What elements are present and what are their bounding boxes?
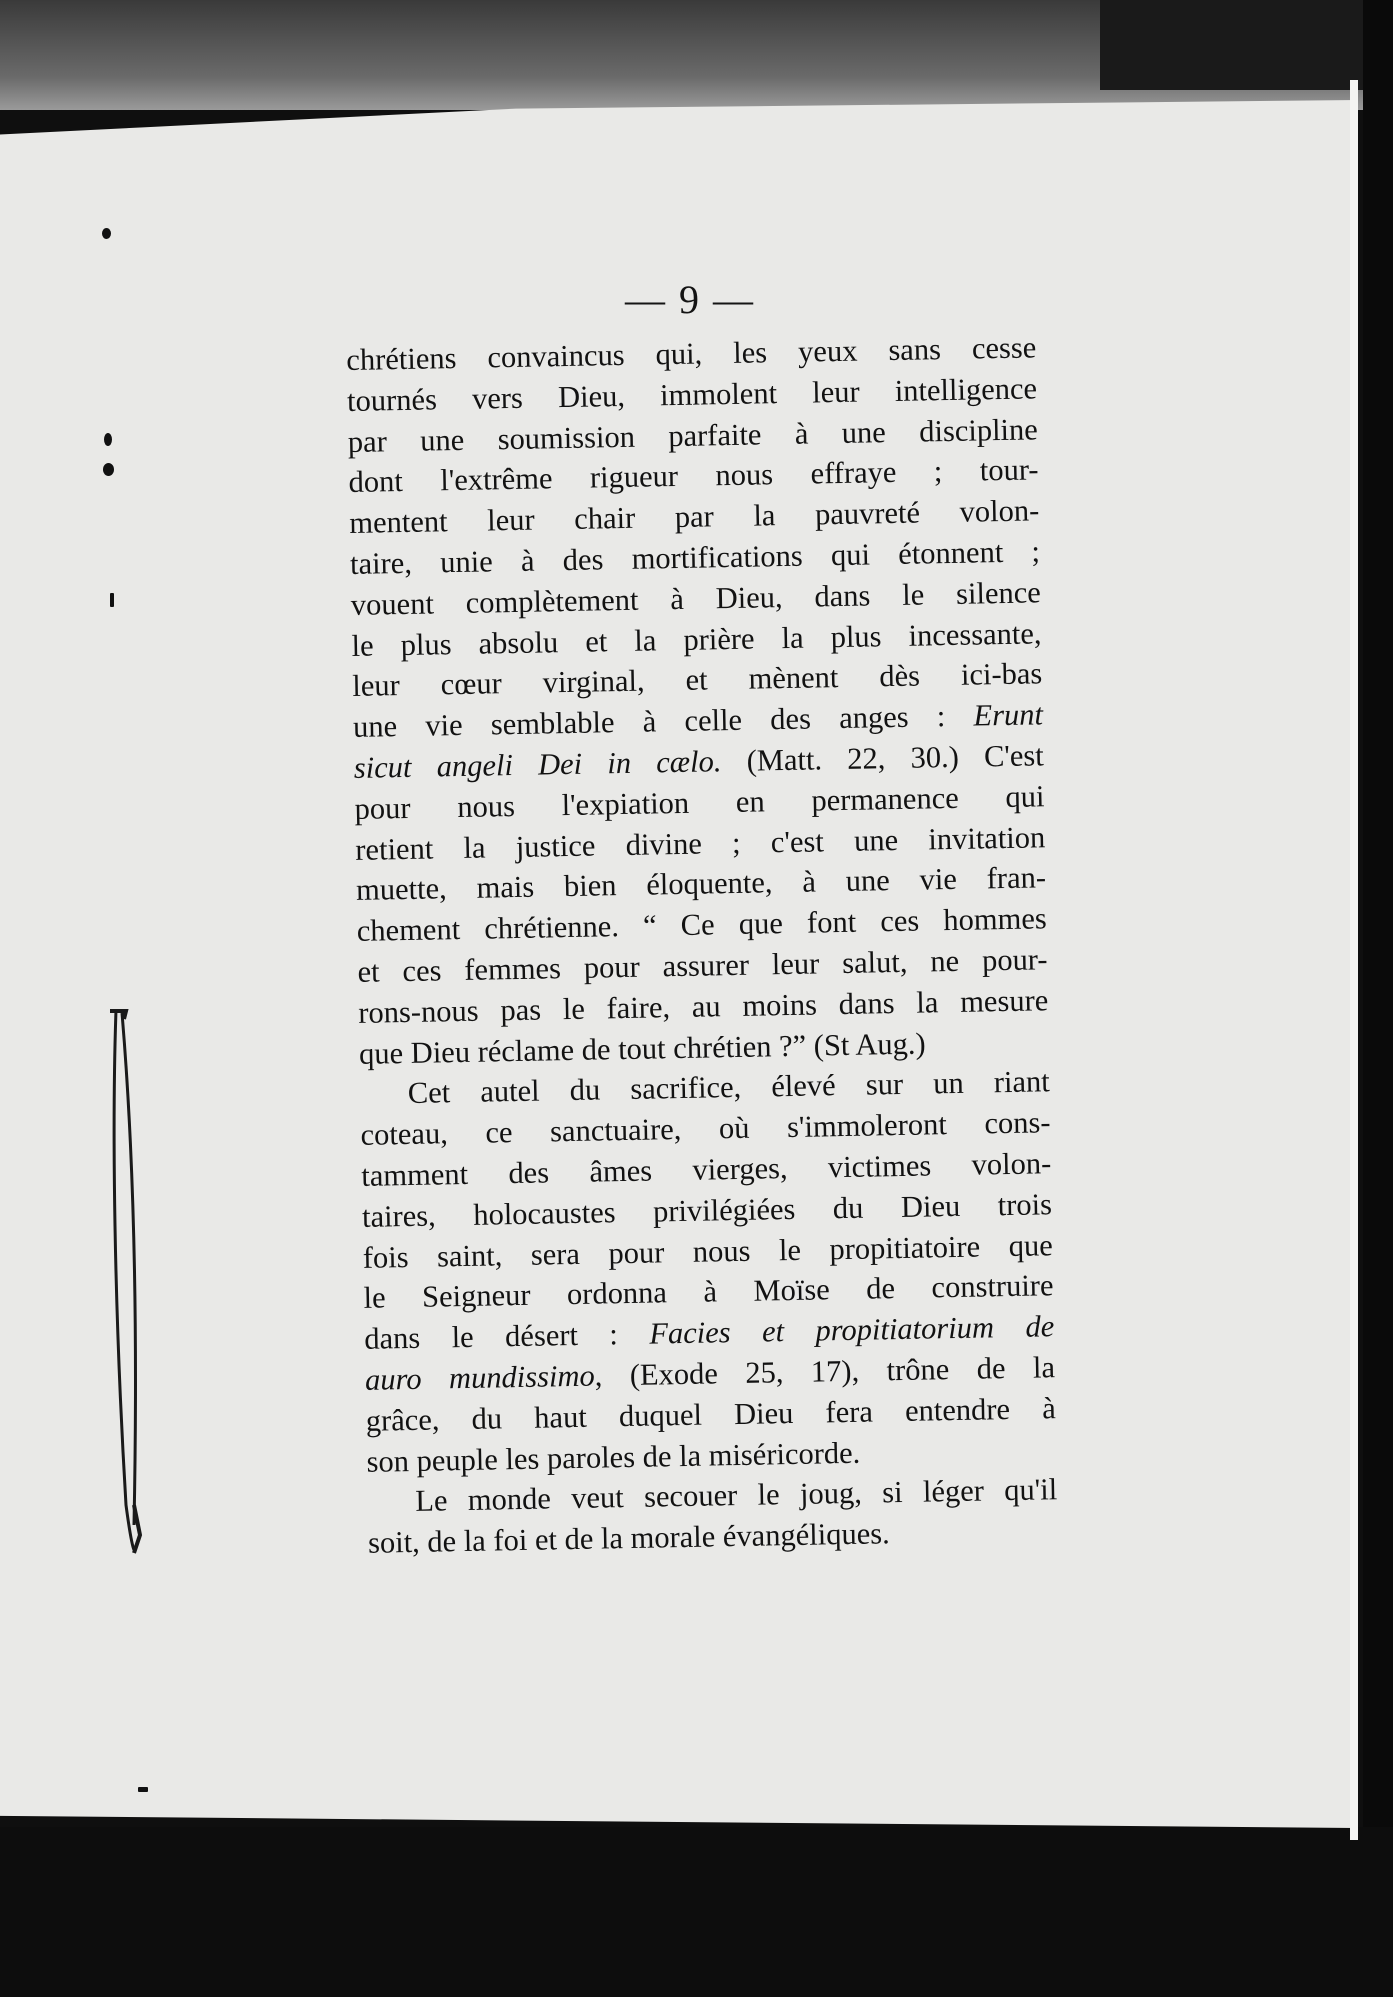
text-run: chement chrétienne. “ Ce que font ces hommes: [356, 901, 1048, 949]
text-run: dont l'extrême rigueur nous effraye ; tour-: [348, 452, 1039, 500]
text-run: et ces femmes pour assurer leur salut, ne pour-: [357, 942, 1048, 989]
text-run: , (Exode 25, 17), trône de la: [594, 1350, 1056, 1393]
text-run: Le monde veut secouer le joug, si léger qu'il: [414, 1472, 1058, 1519]
text-run: son peuple les paroles de la miséricorde.: [366, 1435, 861, 1479]
text-run: le Seigneur ordonna à Moïse de construire: [363, 1268, 1054, 1316]
text-run: leur cœur virginal, et mènent dès ici-bas: [352, 656, 1043, 704]
latin-quote: Facies et propitiatorium de: [648, 1309, 1055, 1351]
text-run: coteau, ce sanctuaire, où s'immoleront cons-: [360, 1105, 1051, 1153]
page-number: — 9 —: [625, 277, 755, 322]
text-run: muette, mais bien éloquente, à une vie fran-: [355, 860, 1047, 908]
binding-hole-mark: [138, 1787, 148, 1792]
text-run: dans le désert :: [363, 1316, 650, 1356]
text-run: Cet autel du sacrifice, élevé sur un riant: [407, 1064, 1051, 1111]
text-run: taire, unie à des mortifications qui étonnent ;: [349, 534, 1041, 581]
text-run: grâce, du haut duquel Dieu fera entendre à: [365, 1390, 1056, 1438]
text-run: (Matt. 22, 30.) C'est: [721, 738, 1045, 779]
text-run: taires, holocaustes privilégiées du Dieu trois: [361, 1186, 1053, 1234]
text-run: retient la justice divine ; c'est une invitation: [355, 819, 1046, 867]
binding-hole-mark: [104, 433, 112, 446]
scan-background-bottom: [0, 1827, 1393, 1997]
scan-background-right: [1363, 0, 1393, 1997]
text-run: fois saint, sera pour nous le propitiatoire que: [362, 1227, 1054, 1275]
binding-hole-mark: [103, 463, 114, 476]
text-run: mentent leur chair par la pauvreté volon-: [349, 493, 1040, 541]
page-edge: [1350, 80, 1358, 1840]
latin-quote: Erunt: [973, 697, 1044, 733]
text-run: le plus absolu et la prière la plus incessante,: [351, 615, 1042, 663]
binding-hole-mark: [102, 228, 111, 239]
text-run: pour nous l'expiation en permanence qui: [354, 779, 1045, 826]
binding-thread: [108, 1005, 148, 1555]
binding-hole-mark: [110, 593, 114, 607]
text-run: tamment des âmes vierges, victimes volon-: [361, 1146, 1052, 1193]
text-run: soit, de la foi et de la morale évangéliques.: [367, 1516, 890, 1560]
text-run: que Dieu réclame de tout chrétien ?” (St Aug.): [358, 1026, 926, 1071]
body-text: [346, 327, 1058, 1563]
latin-quote: auro mundissimo: [364, 1358, 596, 1397]
text-run: vouent complètement à Dieu, dans le silence: [350, 575, 1042, 622]
text-run: une vie semblable à celle des anges :: [352, 698, 974, 745]
text-run: par une soumission parfaite à une discipline: [347, 411, 1039, 459]
text-run: rons-nous pas le faire, au moins dans la mesure: [358, 982, 1049, 1030]
text-run: chrétiens convaincus qui, les yeux sans cesse: [346, 330, 1037, 377]
latin-quote: sicut angeli Dei in cælo.: [353, 744, 722, 785]
scan-background-corner: [1100, 0, 1393, 90]
text-run: tournés vers Dieu, immolent leur intelligence: [346, 371, 1038, 418]
